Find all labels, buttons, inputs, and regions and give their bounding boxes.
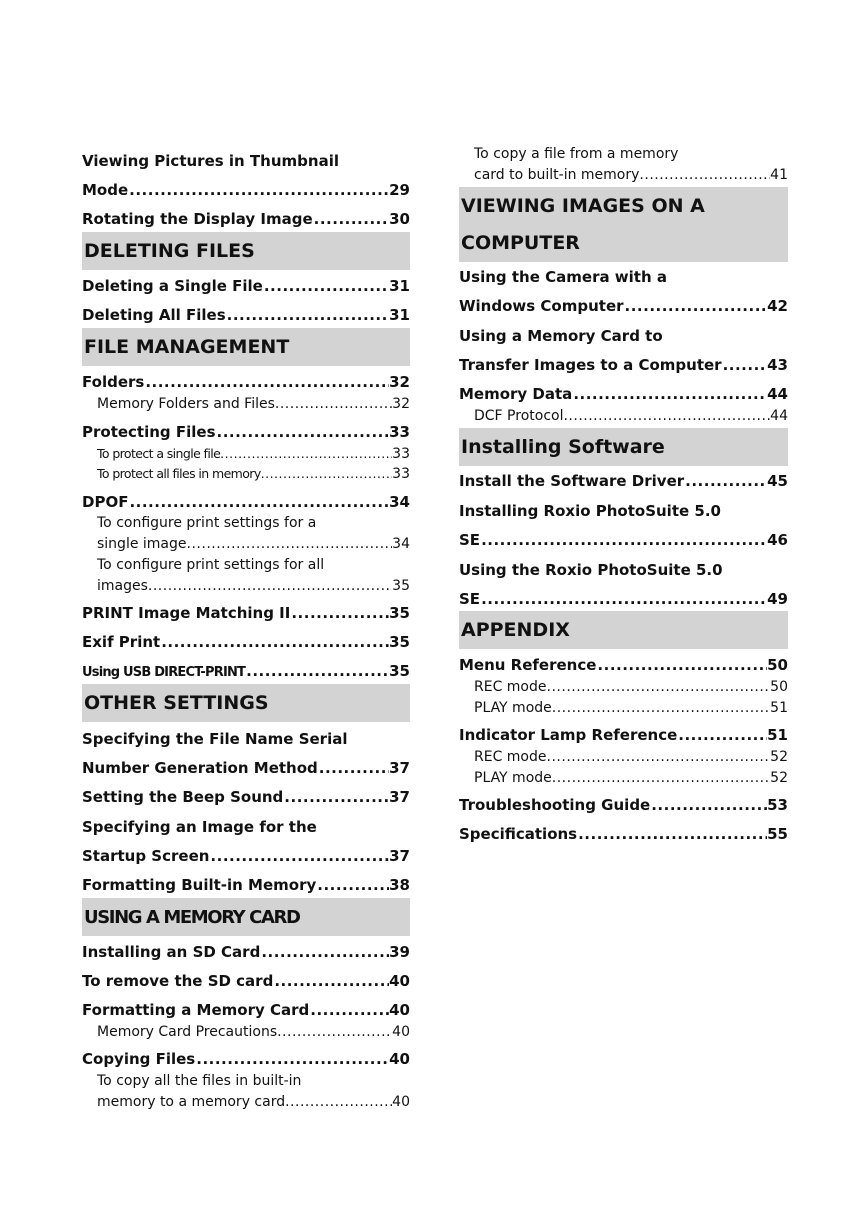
toc-entry-page: 51: [770, 700, 788, 716]
toc-heading-line: Using the Camera with a: [459, 268, 668, 286]
toc-entry[interactable]: [459, 356, 788, 374]
toc-entry[interactable]: [459, 656, 788, 674]
toc-entry-title: Number Generation Method: [82, 759, 318, 777]
dot-leader: [624, 297, 768, 315]
toc-entry-page: 49: [767, 590, 788, 608]
toc-entry-page: 37: [389, 788, 410, 806]
dot-leader: [552, 770, 770, 786]
toc-heading-line: Using the Roxio PhotoSuite 5.0: [459, 561, 723, 579]
toc-entry-title: REC mode: [474, 679, 547, 695]
dot-leader: [148, 578, 392, 594]
dot-leader: [209, 847, 389, 865]
toc-entry-title: To remove the SD card: [82, 972, 274, 990]
toc-entry[interactable]: [82, 306, 410, 324]
toc-entry[interactable]: [459, 726, 788, 744]
toc-entry-page: 50: [767, 656, 788, 674]
dot-leader: [480, 590, 767, 608]
toc-entry[interactable]: [82, 633, 410, 651]
toc-entry-title: Mode: [82, 181, 129, 199]
toc-entry-page: 35: [389, 633, 410, 651]
dot-leader: [187, 536, 393, 552]
toc-subentry-line: To configure print settings for a: [97, 515, 317, 531]
toc-entry-title: Exif Print: [82, 633, 161, 651]
dot-leader: [275, 396, 392, 412]
section-header-line: VIEWING IMAGES ON A: [461, 194, 705, 217]
toc-entry-title: SE: [459, 531, 481, 549]
toc-entry-title: images: [97, 578, 148, 594]
toc-entry-page: 40: [392, 1094, 410, 1110]
toc-entry-title: Memory Card Precautions: [97, 1024, 278, 1040]
dot-leader: [577, 825, 767, 843]
dot-leader: [277, 1024, 392, 1040]
toc-entry[interactable]: [82, 847, 410, 865]
toc-entry-title: Indicator Lamp Reference: [459, 726, 678, 744]
toc-entry-page: 35: [392, 578, 410, 594]
toc-entry-title: To protect all files in memory: [97, 466, 261, 481]
toc-entry-page: 29: [389, 181, 410, 199]
dot-leader: [160, 633, 389, 651]
toc-entry-title: PLAY mode: [474, 770, 552, 786]
dot-leader: [684, 472, 767, 490]
toc-entry-title: card to built-in memory: [474, 167, 640, 183]
toc-entry-page: 37: [389, 759, 410, 777]
toc-entry-page: 32: [392, 396, 410, 412]
toc-entry-page: 42: [767, 297, 788, 315]
dot-leader: [290, 604, 389, 622]
dot-leader: [285, 1094, 392, 1110]
toc-entry-page: 52: [770, 749, 788, 765]
dot-leader: [283, 788, 389, 806]
toc-entry[interactable]: [82, 493, 410, 511]
toc-entry-title: REC mode: [474, 749, 547, 765]
toc-entry-title: Startup Screen: [82, 847, 210, 865]
toc-entry-page: 35: [389, 604, 410, 622]
dot-leader: [273, 972, 389, 990]
toc-entry-title: Setting the Beep Sound: [82, 788, 284, 806]
toc-entry-title: Installing an SD Card: [82, 943, 261, 961]
dot-leader: [226, 306, 389, 324]
toc-entry-title: Formatting a Memory Card: [82, 1001, 310, 1019]
toc-entry-page: 44: [770, 408, 788, 424]
toc-entry[interactable]: [82, 943, 410, 961]
toc-entry[interactable]: [459, 297, 788, 315]
toc-heading-line: Using a Memory Card to: [459, 327, 663, 345]
dot-leader: [195, 1050, 389, 1068]
dot-leader: [596, 656, 767, 674]
dot-leader: [261, 466, 393, 481]
dot-leader: [547, 679, 771, 695]
dot-leader: [260, 943, 389, 961]
toc-entry-page: 33: [389, 423, 410, 441]
dot-leader: [480, 531, 767, 549]
dot-leader: [144, 373, 389, 391]
toc-entry-page: 39: [389, 943, 410, 961]
toc-entry[interactable]: [459, 472, 788, 490]
toc-subentry[interactable]: [459, 679, 788, 695]
toc-entry-title: Folders: [82, 373, 145, 391]
toc-entry-title: memory to a memory card: [97, 1094, 286, 1110]
toc-subentry[interactable]: [459, 749, 788, 765]
toc-subentry-line: To copy a file from a memory: [474, 146, 679, 162]
toc-entry-page: 31: [389, 277, 410, 295]
section-header: DELETING FILES: [82, 232, 410, 270]
toc-entry-page: 40: [389, 972, 410, 990]
dot-leader: [563, 408, 770, 424]
toc-entry-page: 30: [389, 210, 410, 228]
toc-entry-page: 35: [389, 662, 410, 680]
toc-subentry[interactable]: [82, 1094, 410, 1110]
toc-entry-page: 34: [389, 493, 410, 511]
toc-entry-title: PRINT Image Matching II: [82, 604, 291, 622]
toc-entry-title: Using USB DIRECT-PRINT: [82, 665, 246, 680]
toc-entry-title: Formatting Built-in Memory: [82, 876, 317, 894]
toc-subentry[interactable]: [459, 700, 788, 716]
toc-entry[interactable]: [82, 759, 410, 777]
section-header: USING A MEMORY CARD: [82, 898, 410, 936]
toc-entry[interactable]: [82, 604, 410, 622]
dot-leader: [263, 277, 389, 295]
toc-entry[interactable]: [82, 373, 410, 391]
toc-heading-line: Viewing Pictures in Thumbnail: [82, 152, 339, 170]
toc-entry[interactable]: [459, 385, 788, 403]
toc-subentry[interactable]: [82, 536, 410, 552]
toc-subentry[interactable]: [459, 770, 788, 786]
dot-leader: [216, 423, 390, 441]
toc-entry-title: Copying Files: [82, 1050, 196, 1068]
toc-entry[interactable]: [82, 1001, 410, 1019]
toc-entry-page: 41: [770, 167, 788, 183]
toc-subentry[interactable]: [82, 446, 410, 462]
toc-entry-title: single image: [97, 536, 187, 552]
dot-leader: [313, 210, 389, 228]
section-header: [459, 187, 788, 262]
toc-entry-page: 33: [392, 446, 410, 462]
toc-entry-page: 44: [767, 385, 788, 403]
toc-subentry[interactable]: [459, 408, 788, 424]
toc-entry-page: 32: [389, 373, 410, 391]
dot-leader: [316, 876, 389, 894]
toc-entry[interactable]: [459, 796, 788, 814]
toc-entry-page: 52: [770, 770, 788, 786]
toc-entry-page: 31: [389, 306, 410, 324]
dot-leader: [722, 356, 768, 374]
toc-subentry[interactable]: [82, 578, 410, 594]
toc-entry[interactable]: [82, 277, 410, 295]
toc-entry-page: 33: [392, 466, 410, 482]
toc-subentry[interactable]: [459, 167, 788, 183]
section-header-line: COMPUTER: [461, 232, 580, 255]
toc-entry[interactable]: [82, 876, 410, 894]
toc-entry-page: 43: [767, 356, 788, 374]
toc-entry-page: 37: [389, 847, 410, 865]
toc-entry[interactable]: [459, 825, 788, 843]
toc-entry[interactable]: [82, 972, 410, 990]
toc-entry[interactable]: [82, 662, 410, 680]
dot-leader: [677, 726, 767, 744]
toc-heading-line: Installing Roxio PhotoSuite 5.0: [459, 502, 721, 520]
toc-entry[interactable]: [82, 210, 410, 228]
toc-subentry-line: To configure print settings for all: [97, 557, 325, 573]
toc-entry[interactable]: [459, 590, 788, 608]
toc-entry-title: Windows Computer: [459, 297, 624, 315]
toc-entry-title: Troubleshooting Guide: [459, 796, 651, 814]
toc-entry-title: PLAY mode: [474, 700, 552, 716]
dot-leader: [650, 796, 767, 814]
toc-entry[interactable]: [82, 181, 410, 199]
toc-entry-page: 55: [767, 825, 788, 843]
dot-leader: [245, 662, 389, 680]
toc-subentry[interactable]: [82, 1024, 410, 1040]
toc-entry[interactable]: [82, 1050, 410, 1068]
toc-entry-page: 38: [389, 876, 410, 894]
toc-entry-title: Memory Data: [459, 385, 573, 403]
toc-entry-page: 40: [389, 1050, 410, 1068]
toc-entry-page: 50: [770, 679, 788, 695]
dot-leader: [128, 493, 389, 511]
toc-entry-page: 40: [389, 1001, 410, 1019]
toc-entry-title: Protecting Files: [82, 423, 216, 441]
toc-entry-page: 45: [767, 472, 788, 490]
toc-subentry[interactable]: [82, 396, 410, 412]
toc-entry-title: DCF Protocol: [474, 408, 564, 424]
dot-leader: [547, 749, 771, 765]
toc-entry-title: Specifications: [459, 825, 578, 843]
toc-entry[interactable]: [459, 531, 788, 549]
dot-leader: [639, 167, 770, 183]
dot-leader: [572, 385, 767, 403]
toc-subentry-line: To copy all the files in built-in: [97, 1073, 302, 1089]
toc-entry-title: To protect a single file: [97, 446, 221, 461]
toc-entry-page: 46: [767, 531, 788, 549]
toc-entry-title: Deleting All Files: [82, 306, 226, 324]
toc-heading-line: Specifying the File Name Serial: [82, 730, 348, 748]
toc-entry[interactable]: [82, 423, 410, 441]
section-header: Installing Software: [459, 428, 788, 466]
toc-entry-title: Deleting a Single File: [82, 277, 263, 295]
section-header: APPENDIX: [459, 611, 788, 649]
toc-entry-title: Memory Folders and Files: [97, 396, 275, 412]
dot-leader: [220, 446, 392, 461]
toc-entry-page: 51: [767, 726, 788, 744]
toc-entry[interactable]: [82, 788, 410, 806]
section-header: FILE MANAGEMENT: [82, 328, 410, 366]
toc-entry-page: 53: [767, 796, 788, 814]
toc-entry-title: Transfer Images to a Computer: [459, 356, 722, 374]
toc-heading-line: Specifying an Image for the: [82, 818, 317, 836]
section-header: OTHER SETTINGS: [82, 684, 410, 722]
toc-entry-title: Install the Software Driver: [459, 472, 685, 490]
toc-entry-page: 40: [392, 1024, 410, 1040]
toc-entry-page: 34: [392, 536, 410, 552]
toc-entry-title: DPOF: [82, 493, 129, 511]
toc-subentry[interactable]: [82, 466, 410, 482]
toc-entry-title: Rotating the Display Image: [82, 210, 313, 228]
dot-leader: [318, 759, 389, 777]
dot-leader: [128, 181, 389, 199]
toc-entry-title: SE: [459, 590, 481, 608]
dot-leader: [309, 1001, 389, 1019]
dot-leader: [552, 700, 770, 716]
toc-entry-title: Menu Reference: [459, 656, 597, 674]
